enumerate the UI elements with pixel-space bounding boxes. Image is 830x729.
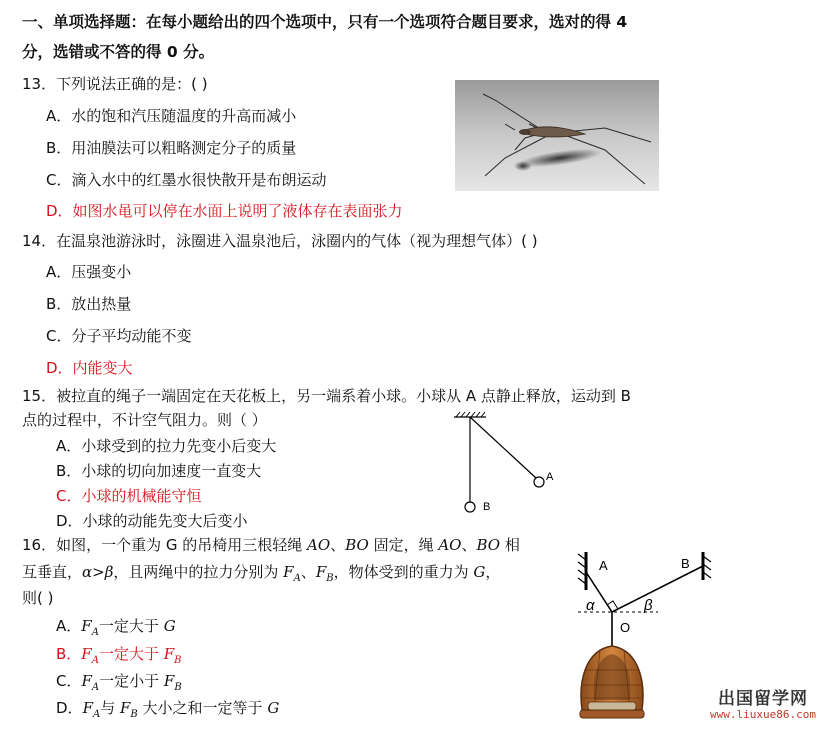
- q16-option-a: A．$F_A$一定大于 G: [56, 617, 176, 638]
- water-strider-photo: [455, 80, 659, 191]
- q13-option-c: C．滴入水中的红墨水很快散开是布朗运动: [46, 171, 327, 189]
- hanging-chair-diagram: [572, 550, 722, 728]
- watermark-url: www.liuxue86.com: [710, 708, 816, 721]
- q13-stem: 13．下列说法正确的是：( ): [22, 75, 208, 93]
- q14-option-b: B．放出热量: [46, 295, 132, 313]
- q15-option-d: D．小球的动能先变大后变小: [56, 512, 248, 530]
- q13-option-b: B．用油膜法可以粗略测定分子的质量: [46, 139, 297, 157]
- section-header-line2: 分，选错或不答的得 0 分。: [22, 43, 215, 61]
- chair-label-alpha: α: [586, 597, 595, 614]
- pendulum-label-b: B: [483, 501, 491, 513]
- chair-label-o: O: [620, 620, 631, 635]
- q16-option-c: C．$F_A$一定小于 $F_B$: [56, 672, 182, 693]
- q14-option-c: C．分子平均动能不变: [46, 327, 192, 345]
- q16-stem-line2: 互垂直，α>β，且两绳中的拉力分别为 $F_A$、$F_B$，物体受到的重力为 G，: [22, 563, 501, 584]
- q15-stem-line1: 15．被拉直的绳子一端固定在天花板上，另一端系着小球。小球从 A 点静止释放，运动到 B: [22, 387, 631, 405]
- q15-option-b: B．小球的切向加速度一直变大: [56, 462, 262, 480]
- pendulum-diagram: [448, 410, 560, 522]
- q14-stem: 14．在温泉池游泳时，泳圈进入温泉池后，泳圈内的气体（视为理想气体）( ): [22, 232, 538, 250]
- q16-option-d: D．$F_A$与 $F_B$ 大小之和一定等于 G: [56, 699, 280, 720]
- chair-label-beta: β: [644, 597, 653, 614]
- site-watermark: [710, 691, 816, 723]
- watermark-title: 出国留学网: [718, 689, 809, 709]
- q15-option-a: A．小球受到的拉力先变小后变大: [56, 437, 277, 455]
- q14-option-a: A．压强变小: [46, 263, 132, 281]
- q13-option-a: A．水的饱和汽压随温度的升高而减小: [46, 107, 297, 125]
- q16-stem-line1: 16．如图，一个重为 G 的吊椅用三根轻绳 AO、BO 固定，绳 AO、BO 相: [22, 536, 520, 554]
- q15-option-c: C．小球的机械能守恒: [56, 487, 202, 505]
- section-header-line1: 一、单项选择题：在每小题给出的四个选项中，只有一个选项符合题目要求，选对的得 4: [22, 13, 628, 31]
- q13-option-d: D．如图水黾可以停在水面上说明了液体存在表面张力: [46, 202, 403, 220]
- pendulum-label-a: A: [546, 471, 554, 483]
- chair-label-b: B: [681, 556, 690, 571]
- chair-label-a: A: [599, 558, 608, 573]
- q16-option-b: B．$F_A$一定大于 $F_B$: [56, 645, 182, 666]
- q14-option-d: D．内能变大: [46, 359, 133, 377]
- q16-stem-line3: 则( ): [22, 589, 54, 607]
- q15-stem-line2: 点的过程中，不计空气阻力。则（ ）: [22, 411, 267, 429]
